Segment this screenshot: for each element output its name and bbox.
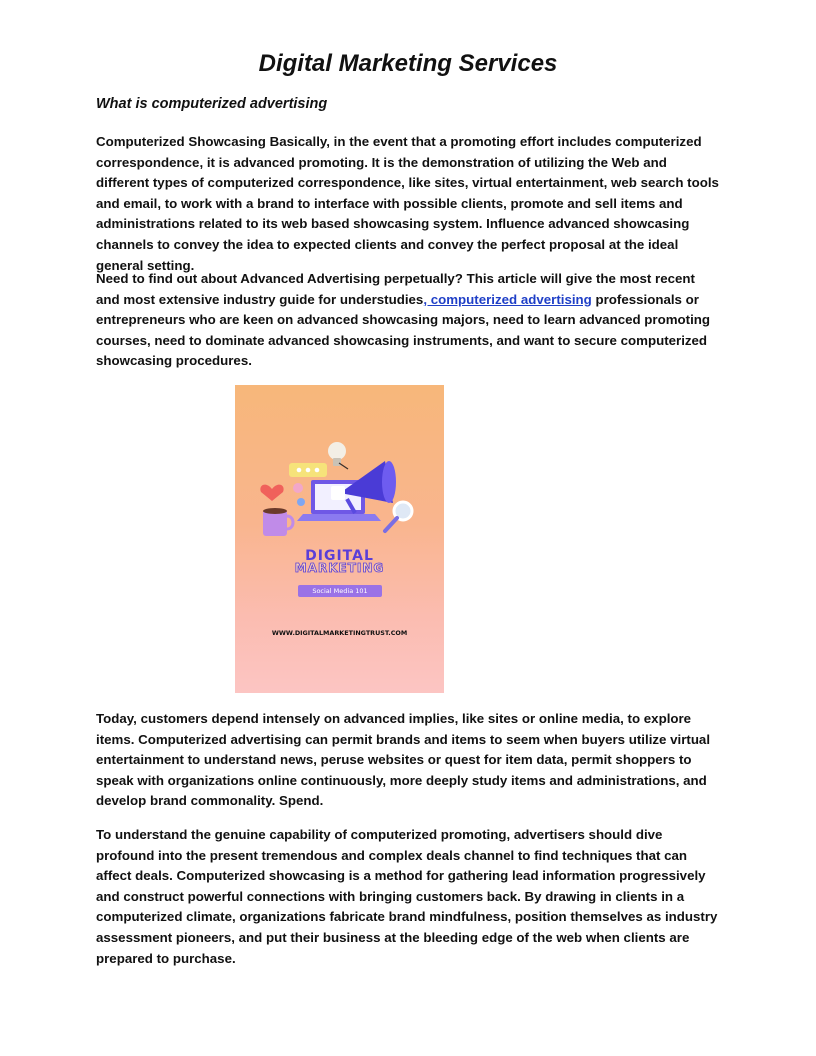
paragraph-capability: To understand the genuine capability of computerized promoting, advertisers should dive profound into the present tremendous and complex deals channel to find techniques that can affect deals. Computerized showcasing is a method for gathering lead information progressively and construct powerful connections with bringing customers back. By drawing in clients in a computerized climate, organizations fabricate brand mindfulness, position themselves as industry assessment pioneers, and put their business at the bleeding edge of the web when clients are prepared to purchase.: [96, 827, 718, 966]
chat-bubble-icon: [289, 463, 327, 477]
poster-title-line1: DIGITAL: [305, 548, 374, 564]
magnifier-icon: [385, 502, 412, 531]
section-heading: What is computerized advertising: [96, 96, 328, 112]
paragraph-guide-text-end: professionals or entrepreneurs who are keen on advanced showcasing majors, need to learn advanced promoting courses, need to dominate advanced showcasing instruments, and want to secure computerized showcasing procedures.: [96, 291, 711, 369]
computerized-advertising-link[interactable]: , computerized advertising: [423, 291, 592, 307]
poster-subtitle-pill: Social Media 101: [298, 585, 382, 597]
coffee-mug-icon: [263, 508, 293, 536]
paragraph-guide-text-start: Need to find out about Advanced Advertising perpetually? This article will give the most recent and most extensive industry guide for understudies: [96, 271, 695, 307]
digital-marketing-poster-image: [235, 385, 444, 693]
marketing-illustration: [235, 385, 444, 693]
like-bubble-icon: [293, 483, 303, 493]
poster-url: WWW.DIGITALMARKETINGTRUST.COM: [271, 629, 408, 637]
paragraph-intro: Computerized Showcasing Basically, in the event that a promoting effort includes computerized correspondence, it is advanced promoting. It is the demonstration of utilizing the Web and different types of computerized correspondence, like sites, virtual entertainment, web search tools and email, to work with a brand to interface with possible clients, promote and sell items and administrations related to its web based showcasing system. Influence advanced showcasing channels to convey the idea to expected clients and convey the perfect proposal at the ideal general setting.: [96, 134, 719, 273]
poster-title-line2: MARKETING: [294, 561, 385, 575]
share-bubble-icon: [297, 498, 305, 506]
paragraph-customers: Today, customers depend intensely on advanced implies, like sites or online media, to explore items. Computerized advertising can permit brands and items to seem when buyers utilize virtual entertainment to understand news, peruse websites or quest for item data, permit shoppers to speak with organizations online continuously, more deeply study items and administrations, and develop brand commonality. Spend.: [96, 711, 711, 809]
document-title: Digital Marketing Services: [258, 50, 558, 77]
paragraph-guide: [96, 269, 721, 372]
light-bulb-icon: [328, 442, 348, 469]
heart-icon: [260, 485, 283, 501]
